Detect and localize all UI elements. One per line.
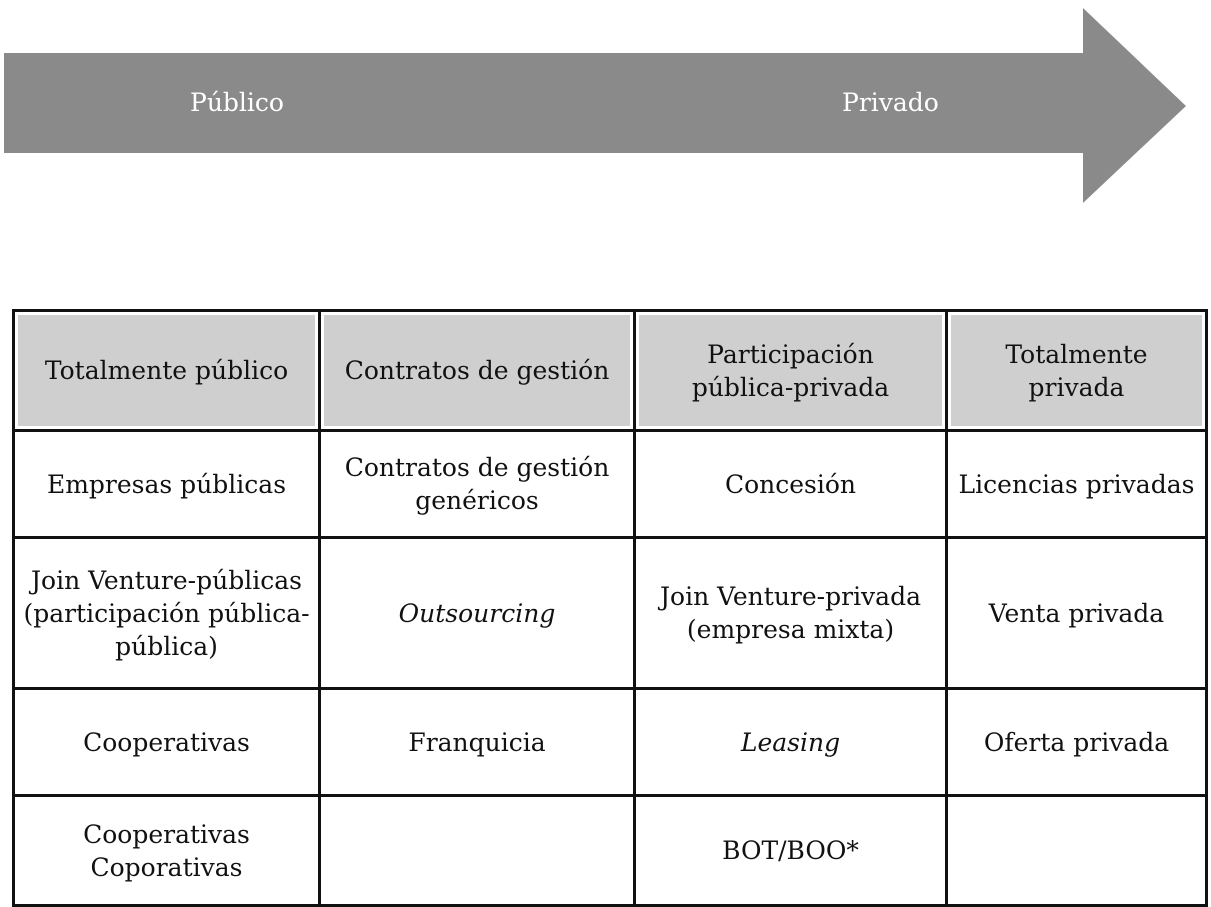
arrow-label-private: Privado bbox=[842, 88, 939, 117]
cell-line: Outsourcing bbox=[398, 598, 556, 628]
table-header-row bbox=[14, 311, 1207, 431]
cell-line: (empresa mixta) bbox=[686, 615, 895, 644]
table-cell bbox=[947, 689, 1207, 796]
cell-line: Join Venture-privada bbox=[660, 582, 921, 611]
table-cell bbox=[635, 689, 947, 796]
header-participacion-publica-privada bbox=[635, 311, 947, 431]
table-cell bbox=[14, 431, 320, 538]
table-cell bbox=[14, 538, 320, 689]
cell-line: (participación pública- bbox=[23, 598, 310, 628]
table-cell bbox=[320, 538, 635, 689]
cell-line: BOT/BOO* bbox=[722, 836, 859, 865]
table-cell-empty bbox=[320, 796, 635, 906]
table-cell bbox=[635, 431, 947, 538]
cell-line: pública) bbox=[115, 631, 218, 661]
cell-line: Contratos de gestión bbox=[344, 356, 610, 385]
cell-line: Licencias privadas bbox=[958, 469, 1195, 499]
table-cell-empty bbox=[947, 796, 1207, 906]
table-cell bbox=[635, 538, 947, 689]
public-private-arrow bbox=[0, 0, 1211, 220]
table-row bbox=[14, 796, 1207, 906]
cell-line: Oferta privada bbox=[983, 727, 1170, 757]
cell-line: Leasing bbox=[740, 727, 841, 757]
cell-line: pública-privada bbox=[691, 372, 890, 402]
cell-line: privada bbox=[1028, 372, 1125, 402]
cell-line: Participación bbox=[707, 339, 874, 369]
arrow-label-public: Público bbox=[190, 88, 284, 117]
table-cell bbox=[635, 796, 947, 906]
cell-line: Join Venture-públicas bbox=[31, 565, 302, 595]
cell-line: Totalmente público bbox=[44, 356, 289, 385]
table-row bbox=[14, 538, 1207, 689]
header-totalmente-publico bbox=[14, 311, 320, 431]
table-cell bbox=[320, 431, 635, 538]
cell-line: Empresas públicas bbox=[46, 469, 287, 499]
cell-line: Venta privada bbox=[988, 598, 1165, 628]
cell-line: Cooperativas bbox=[83, 727, 250, 757]
arrow-shape bbox=[0, 0, 1211, 220]
cell-line: Coporativas bbox=[90, 852, 243, 882]
cell-line: Contratos de gestión bbox=[344, 453, 610, 482]
arrow-polygon bbox=[4, 8, 1186, 203]
table-cell bbox=[947, 431, 1207, 538]
header-totalmente-privada bbox=[947, 311, 1207, 431]
table-cell bbox=[320, 689, 635, 796]
cell-line: genéricos bbox=[415, 486, 539, 515]
cell-line: Totalmente bbox=[1005, 339, 1148, 369]
table-cell bbox=[947, 538, 1207, 689]
participation-table bbox=[12, 309, 1208, 907]
header-contratos-gestion bbox=[320, 311, 635, 431]
cell-line: Concesión bbox=[724, 469, 857, 499]
table-row bbox=[14, 689, 1207, 796]
cell-line: Franquicia bbox=[408, 727, 546, 757]
table-cell bbox=[14, 796, 320, 906]
table-row bbox=[14, 431, 1207, 538]
table-cell bbox=[14, 689, 320, 796]
cell-line: Cooperativas bbox=[83, 819, 250, 849]
